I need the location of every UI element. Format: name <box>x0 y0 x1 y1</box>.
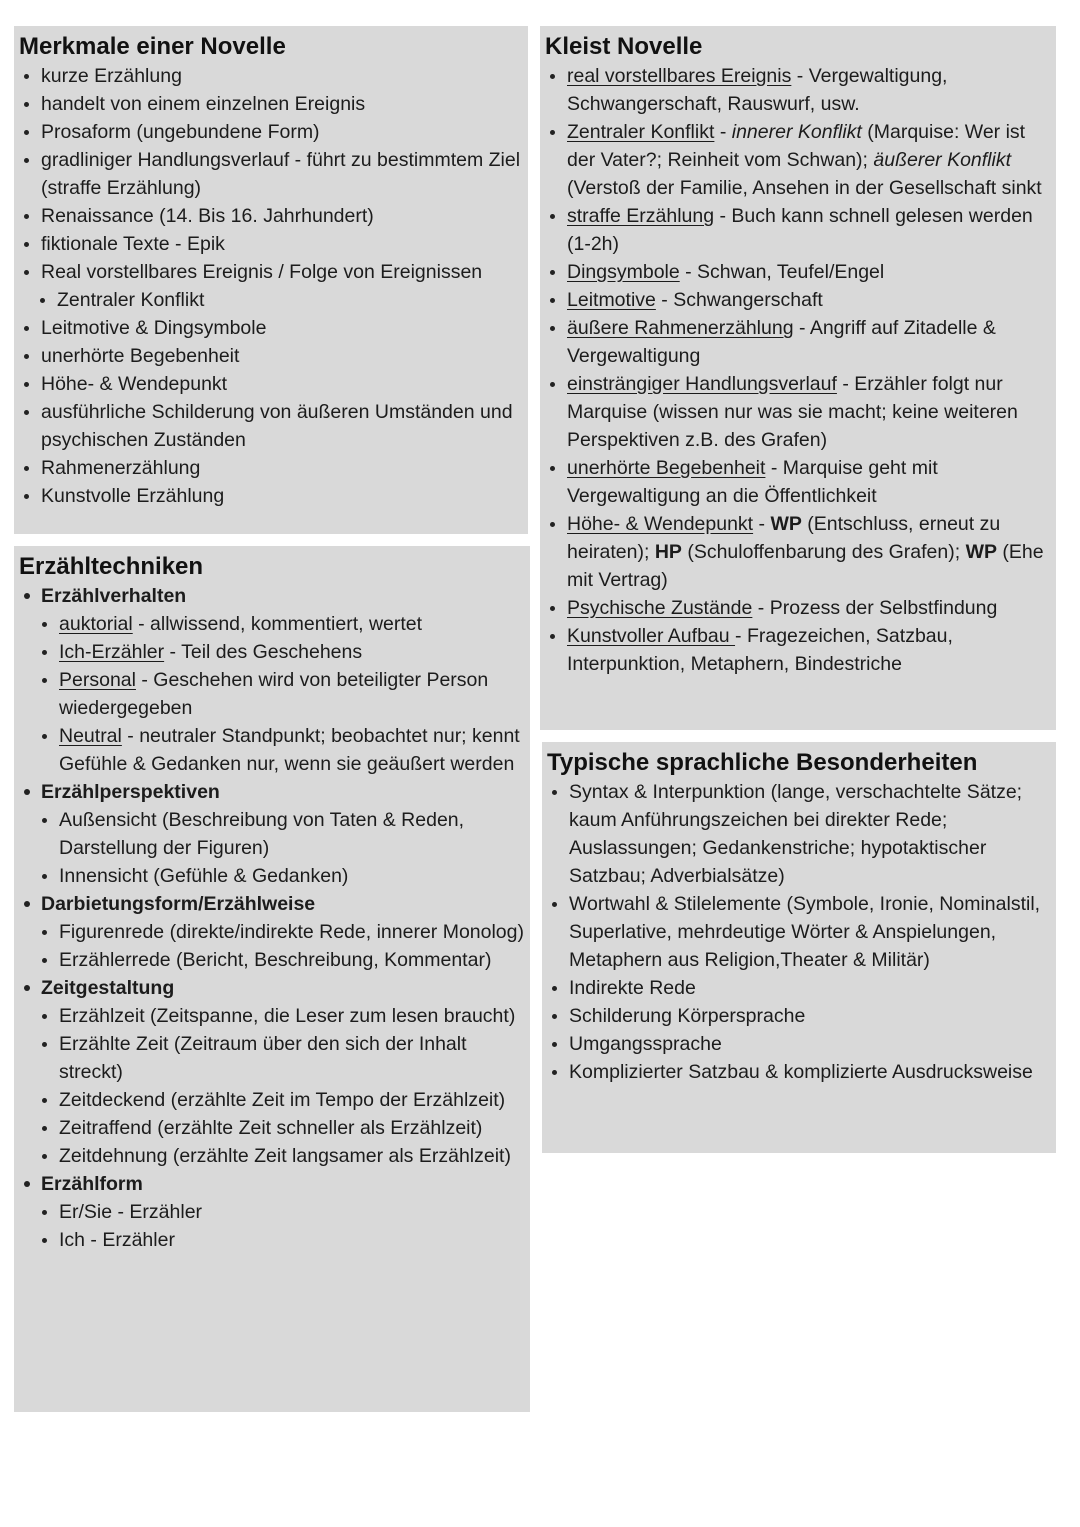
list-item: Zeitraffend (erzählte Zeit schneller als Erzählzeit) <box>19 1114 524 1142</box>
list-item: Rahmenerzählung <box>19 454 522 482</box>
list-item: Erzählzeit (Zeitspanne, die Leser zum lesen braucht) <box>19 1002 524 1030</box>
list-item: Erzählte Zeit (Zeitraum über den sich der Inhalt streckt) <box>19 1030 524 1086</box>
section-heading: Erzählperspektiven <box>19 778 524 806</box>
list-item: Zeitdehnung (erzählte Zeit langsamer als Erzählzeit) <box>19 1142 524 1170</box>
list-item: gradliniger Handlungsverlauf - führt zu bestimmtem Ziel (straffe Erzählung) <box>19 146 522 202</box>
section-heading: Erzählform <box>19 1170 524 1198</box>
term: Dingsymbole <box>567 261 680 283</box>
list-item: Neutral - neutraler Standpunkt; beobachtet nur; kennt Gefühle & Gedanken nur, wenn sie geäußert werden <box>19 722 524 778</box>
list-item: Dingsymbole - Schwan, Teufel/Engel <box>545 258 1050 286</box>
kleist-title: Kleist Novelle <box>545 33 703 60</box>
list-item: Ich-Erzähler - Teil des Geschehens <box>19 638 524 666</box>
merkmale-box <box>14 26 528 534</box>
section-heading: Darbietungsform/Erzählweise <box>19 890 524 918</box>
merkmale-title: Merkmale einer Novelle <box>19 33 286 60</box>
term: Höhe- & Wendepunkt <box>567 513 754 535</box>
list-item: Außensicht (Beschreibung von Taten & Reden, Darstellung der Figuren) <box>19 806 524 862</box>
list-item: Personal - Geschehen wird von beteiligter Person wiedergegeben <box>19 666 524 722</box>
list-item: Kunstvoller Aufbau - Fragezeichen, Satzbau, Interpunktion, Metaphern, Bindestriche <box>545 622 1050 678</box>
merkmale-list <box>19 62 522 510</box>
list-item: Höhe- & Wendepunkt - WP (Entschluss, erneut zu heiraten); HP (Schuloffenbarung des Grafen); WP (Ehe mit Vertrag) <box>545 510 1050 594</box>
kleist-list <box>545 62 1050 678</box>
kleist-box <box>540 26 1056 730</box>
section-heading: Erzählverhalten <box>19 582 524 610</box>
list-item: Er/Sie - Erzähler <box>19 1198 524 1226</box>
list-item: Zentraler Konflikt - innerer Konflikt (Marquise: Wer ist der Vater?; Reinheit vom Schwan); äußerer Konflikt (Verstoß der Familie, Ansehen in der Gesellschaft sinkt <box>545 118 1050 202</box>
list-item: Innensicht (Gefühle & Gedanken) <box>19 862 524 890</box>
erzaehltechniken-list <box>19 582 524 1254</box>
term: Ich-Erzähler <box>59 641 165 663</box>
list-item: äußere Rahmenerzählung - Angriff auf Zitadelle & Vergewaltigung <box>545 314 1050 370</box>
term: Neutral <box>59 725 122 747</box>
list-item: unerhörte Begebenheit - Marquise geht mit Vergewaltigung an die Öffentlichkeit <box>545 454 1050 510</box>
list-item: handelt von einem einzelnen Ereignis <box>19 90 522 118</box>
term: Leitmotive <box>567 289 656 311</box>
list-item: Renaissance (14. Bis 16. Jahrhundert) <box>19 202 522 230</box>
list-item: Psychische Zustände - Prozess der Selbstfindung <box>545 594 1050 622</box>
list-item: Höhe- & Wendepunkt <box>19 370 522 398</box>
list-item: Kunstvolle Erzählung <box>19 482 522 510</box>
list-item: Indirekte Rede <box>547 974 1050 1002</box>
term: Kunstvoller Aufbau <box>567 625 736 647</box>
list-item: Leitmotive & Dingsymbole <box>19 314 522 342</box>
term: Zentraler Konflikt <box>567 121 715 143</box>
list-item: auktorial - allwissend, kommentiert, wertet <box>19 610 524 638</box>
list-item: Leitmotive - Schwangerschaft <box>545 286 1050 314</box>
list-item: Figurenrede (direkte/indirekte Rede, innerer Monolog) <box>19 918 524 946</box>
term: Psychische Zustände <box>567 597 753 619</box>
term: äußere Rahmenerzählung <box>567 317 794 339</box>
term: real vorstellbares Ereignis <box>567 65 792 87</box>
list-item: Erzählerrede (Bericht, Beschreibung, Kommentar) <box>19 946 524 974</box>
list-item: real vorstellbares Ereignis - Vergewaltigung, Schwangerschaft, Rauswurf, usw. <box>545 62 1050 118</box>
sprache-title: Typische sprachliche Besonderheiten <box>547 749 978 776</box>
erzaehltechniken-title: Erzähltechniken <box>19 553 204 580</box>
list-item: Prosaform (ungebundene Form) <box>19 118 522 146</box>
term: unerhörte Begebenheit <box>567 457 766 479</box>
list-item: einsträngiger Handlungsverlauf - Erzähler folgt nur Marquise (wissen nur was sie macht; keine weiteren Perspektiven z.B. des Grafen) <box>545 370 1050 454</box>
list-item: Real vorstellbares Ereignis / Folge von Ereignissen <box>19 258 522 286</box>
list-item: Ich - Erzähler <box>19 1226 524 1254</box>
list-item: Zeitdeckend (erzählte Zeit im Tempo der Erzählzeit) <box>19 1086 524 1114</box>
term: straffe Erzählung <box>567 205 715 227</box>
list-item: unerhörte Begebenheit <box>19 342 522 370</box>
list-item: Syntax & Interpunktion (lange, verschachtelte Sätze; kaum Anführungszeichen bei direkter Rede; Auslassungen; Gedankenstriche; hypotaktischer Satzbau; Adverbialsätze) <box>547 778 1050 890</box>
list-item: kurze Erzählung <box>19 62 522 90</box>
list-item: Zentraler Konflikt <box>19 286 522 314</box>
sprache-list <box>547 778 1050 1086</box>
list-item: straffe Erzählung - Buch kann schnell gelesen werden (1-2h) <box>545 202 1050 258</box>
erzaehltechniken-box <box>14 546 530 1412</box>
term: auktorial <box>59 613 133 635</box>
sprache-box <box>542 742 1056 1153</box>
list-item: Komplizierter Satzbau & komplizierte Ausdrucksweise <box>547 1058 1050 1086</box>
list-item: ausführliche Schilderung von äußeren Umständen und psychischen Zuständen <box>19 398 522 454</box>
term: Personal <box>59 669 136 691</box>
list-item: fiktionale Texte - Epik <box>19 230 522 258</box>
section-heading: Zeitgestaltung <box>19 974 524 1002</box>
term: einsträngiger Handlungsverlauf <box>567 373 837 395</box>
list-item: Schilderung Körpersprache <box>547 1002 1050 1030</box>
list-item: Umgangssprache <box>547 1030 1050 1058</box>
list-item: Wortwahl & Stilelemente (Symbole, Ironie, Nominalstil, Superlative, mehrdeutige Wörter & Anspielungen, Metaphern aus Religion,Theater & Militär) <box>547 890 1050 974</box>
